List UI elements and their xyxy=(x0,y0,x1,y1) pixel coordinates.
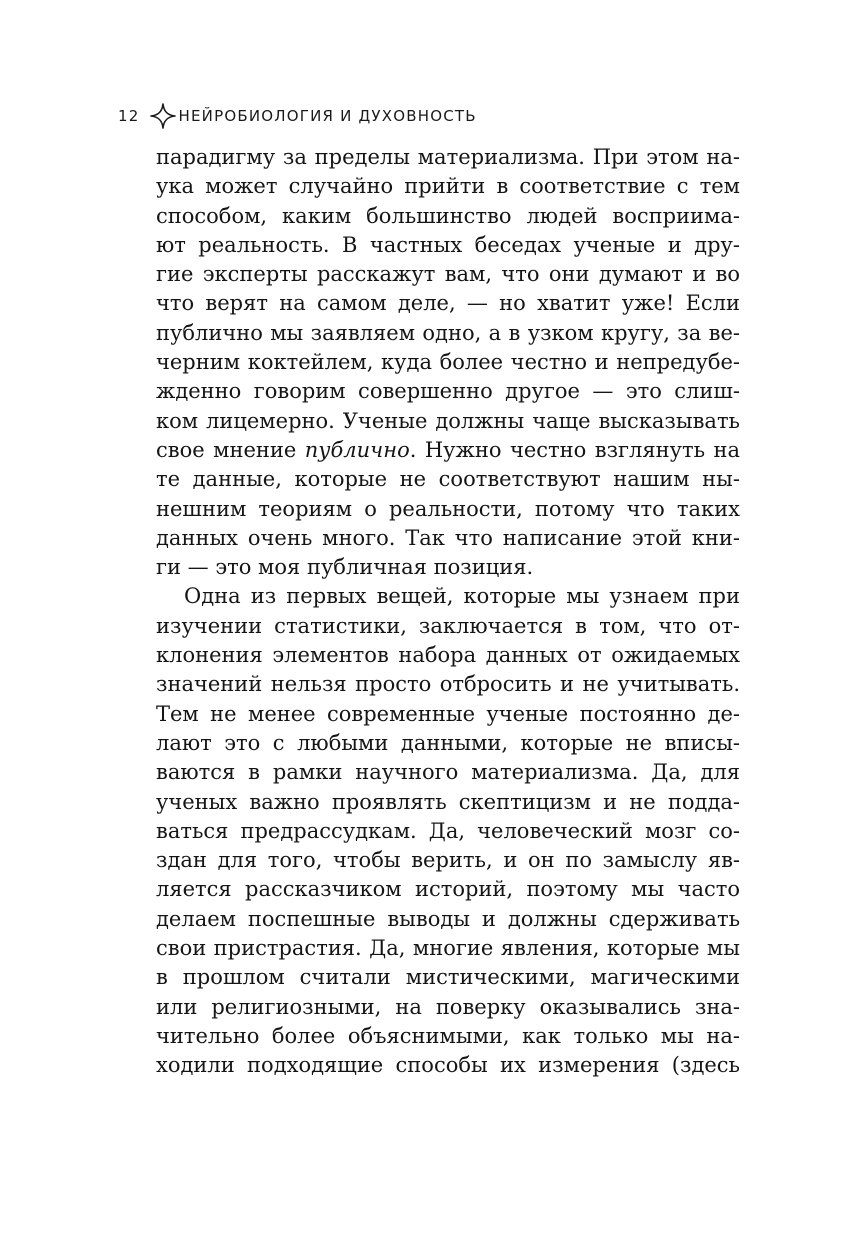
text-line: ученых важно проявлять скептицизм и не подда- xyxy=(156,789,740,814)
running-title: НЕЙРОБИОЛОГИЯ И ДУХОВНОСТЬ xyxy=(178,107,477,125)
text-line: Одна из первых вещей, которые мы узнаем при xyxy=(184,584,740,609)
text-line: или религиозными, на поверку оказывались зна- xyxy=(156,994,740,1019)
emphasis-word: публично xyxy=(304,437,410,462)
text-line: ляется рассказчиком историй, поэтому мы часто xyxy=(156,877,740,902)
text-line: парадигму за пределы материализма. При этом на- xyxy=(156,145,740,169)
text-line: делаем поспешные выводы и должны сдерживать xyxy=(156,906,740,931)
text-line: здан для того, чтобы верить, и он по замыслу яв- xyxy=(156,848,740,873)
text-line: значений нельзя просто отбросить и не учитывать. xyxy=(156,672,740,697)
text-line: данных очень много. Так что написание этой кни- xyxy=(156,525,740,550)
page-header xyxy=(118,103,477,129)
text-line: ги — это моя публичная позиция. xyxy=(156,555,534,580)
four-point-star-icon xyxy=(150,103,176,129)
text-line: нешним теориям о реальности, потому что таких xyxy=(156,496,740,521)
text-line: гие эксперты расскажут вам, что они думают и во xyxy=(156,262,740,287)
text-line: ком лицемерно. Ученые должны чаще высказывать xyxy=(156,408,740,433)
text-fragment: . Нужно честно взглянуть на xyxy=(409,437,741,462)
text-line: жденно говорим совершенно другое — это слиш- xyxy=(156,379,740,404)
body-text xyxy=(156,143,740,1081)
paragraph xyxy=(156,143,740,582)
text-line: ваться предрассудкам. Да, человеческий мозг со- xyxy=(156,818,740,843)
text-line: ваются в рамки научного материализма. Да, для xyxy=(156,760,740,785)
text-line: клонения элементов набора данных от ожидаемых xyxy=(156,643,740,668)
text-line: чительно более объяснимыми, как только мы на- xyxy=(156,1023,740,1048)
text-line: в прошлом считали мистическими, магическими xyxy=(156,965,740,990)
text-line: черним коктейлем, куда более честно и непредубе- xyxy=(156,350,740,375)
text-line: способом, каким большинство людей восприима- xyxy=(156,203,740,228)
text-line: Тем не менее современные ученые постоянно де- xyxy=(156,701,740,726)
text-line: те данные, которые не соответствуют нашим ны- xyxy=(156,467,740,492)
text-line: публично мы заявляем одно, а в узком кругу, за ве- xyxy=(156,320,740,345)
text-line: ют реальность. В частных беседах ученые и дру- xyxy=(156,232,740,257)
text-line: лают это с любыми данными, которые не вписы- xyxy=(156,730,740,755)
text-line: что верят на самом деле, — но хватит уже! Если xyxy=(156,291,740,316)
text-line: ука может случайно прийти в соответствие с тем xyxy=(156,174,740,199)
page-number: 12 xyxy=(118,107,140,125)
text-line: ходили подходящие способы их измерения (здесь xyxy=(156,1053,740,1078)
text-fragment: свое мнение xyxy=(156,437,305,462)
text-line: свои пристрастия. Да, многие явления, которые мы xyxy=(156,936,740,961)
text-line: изучении статистики, заключается в том, что от- xyxy=(156,613,740,638)
paragraph xyxy=(156,582,740,1080)
text-line-with-emphasis xyxy=(156,436,740,465)
